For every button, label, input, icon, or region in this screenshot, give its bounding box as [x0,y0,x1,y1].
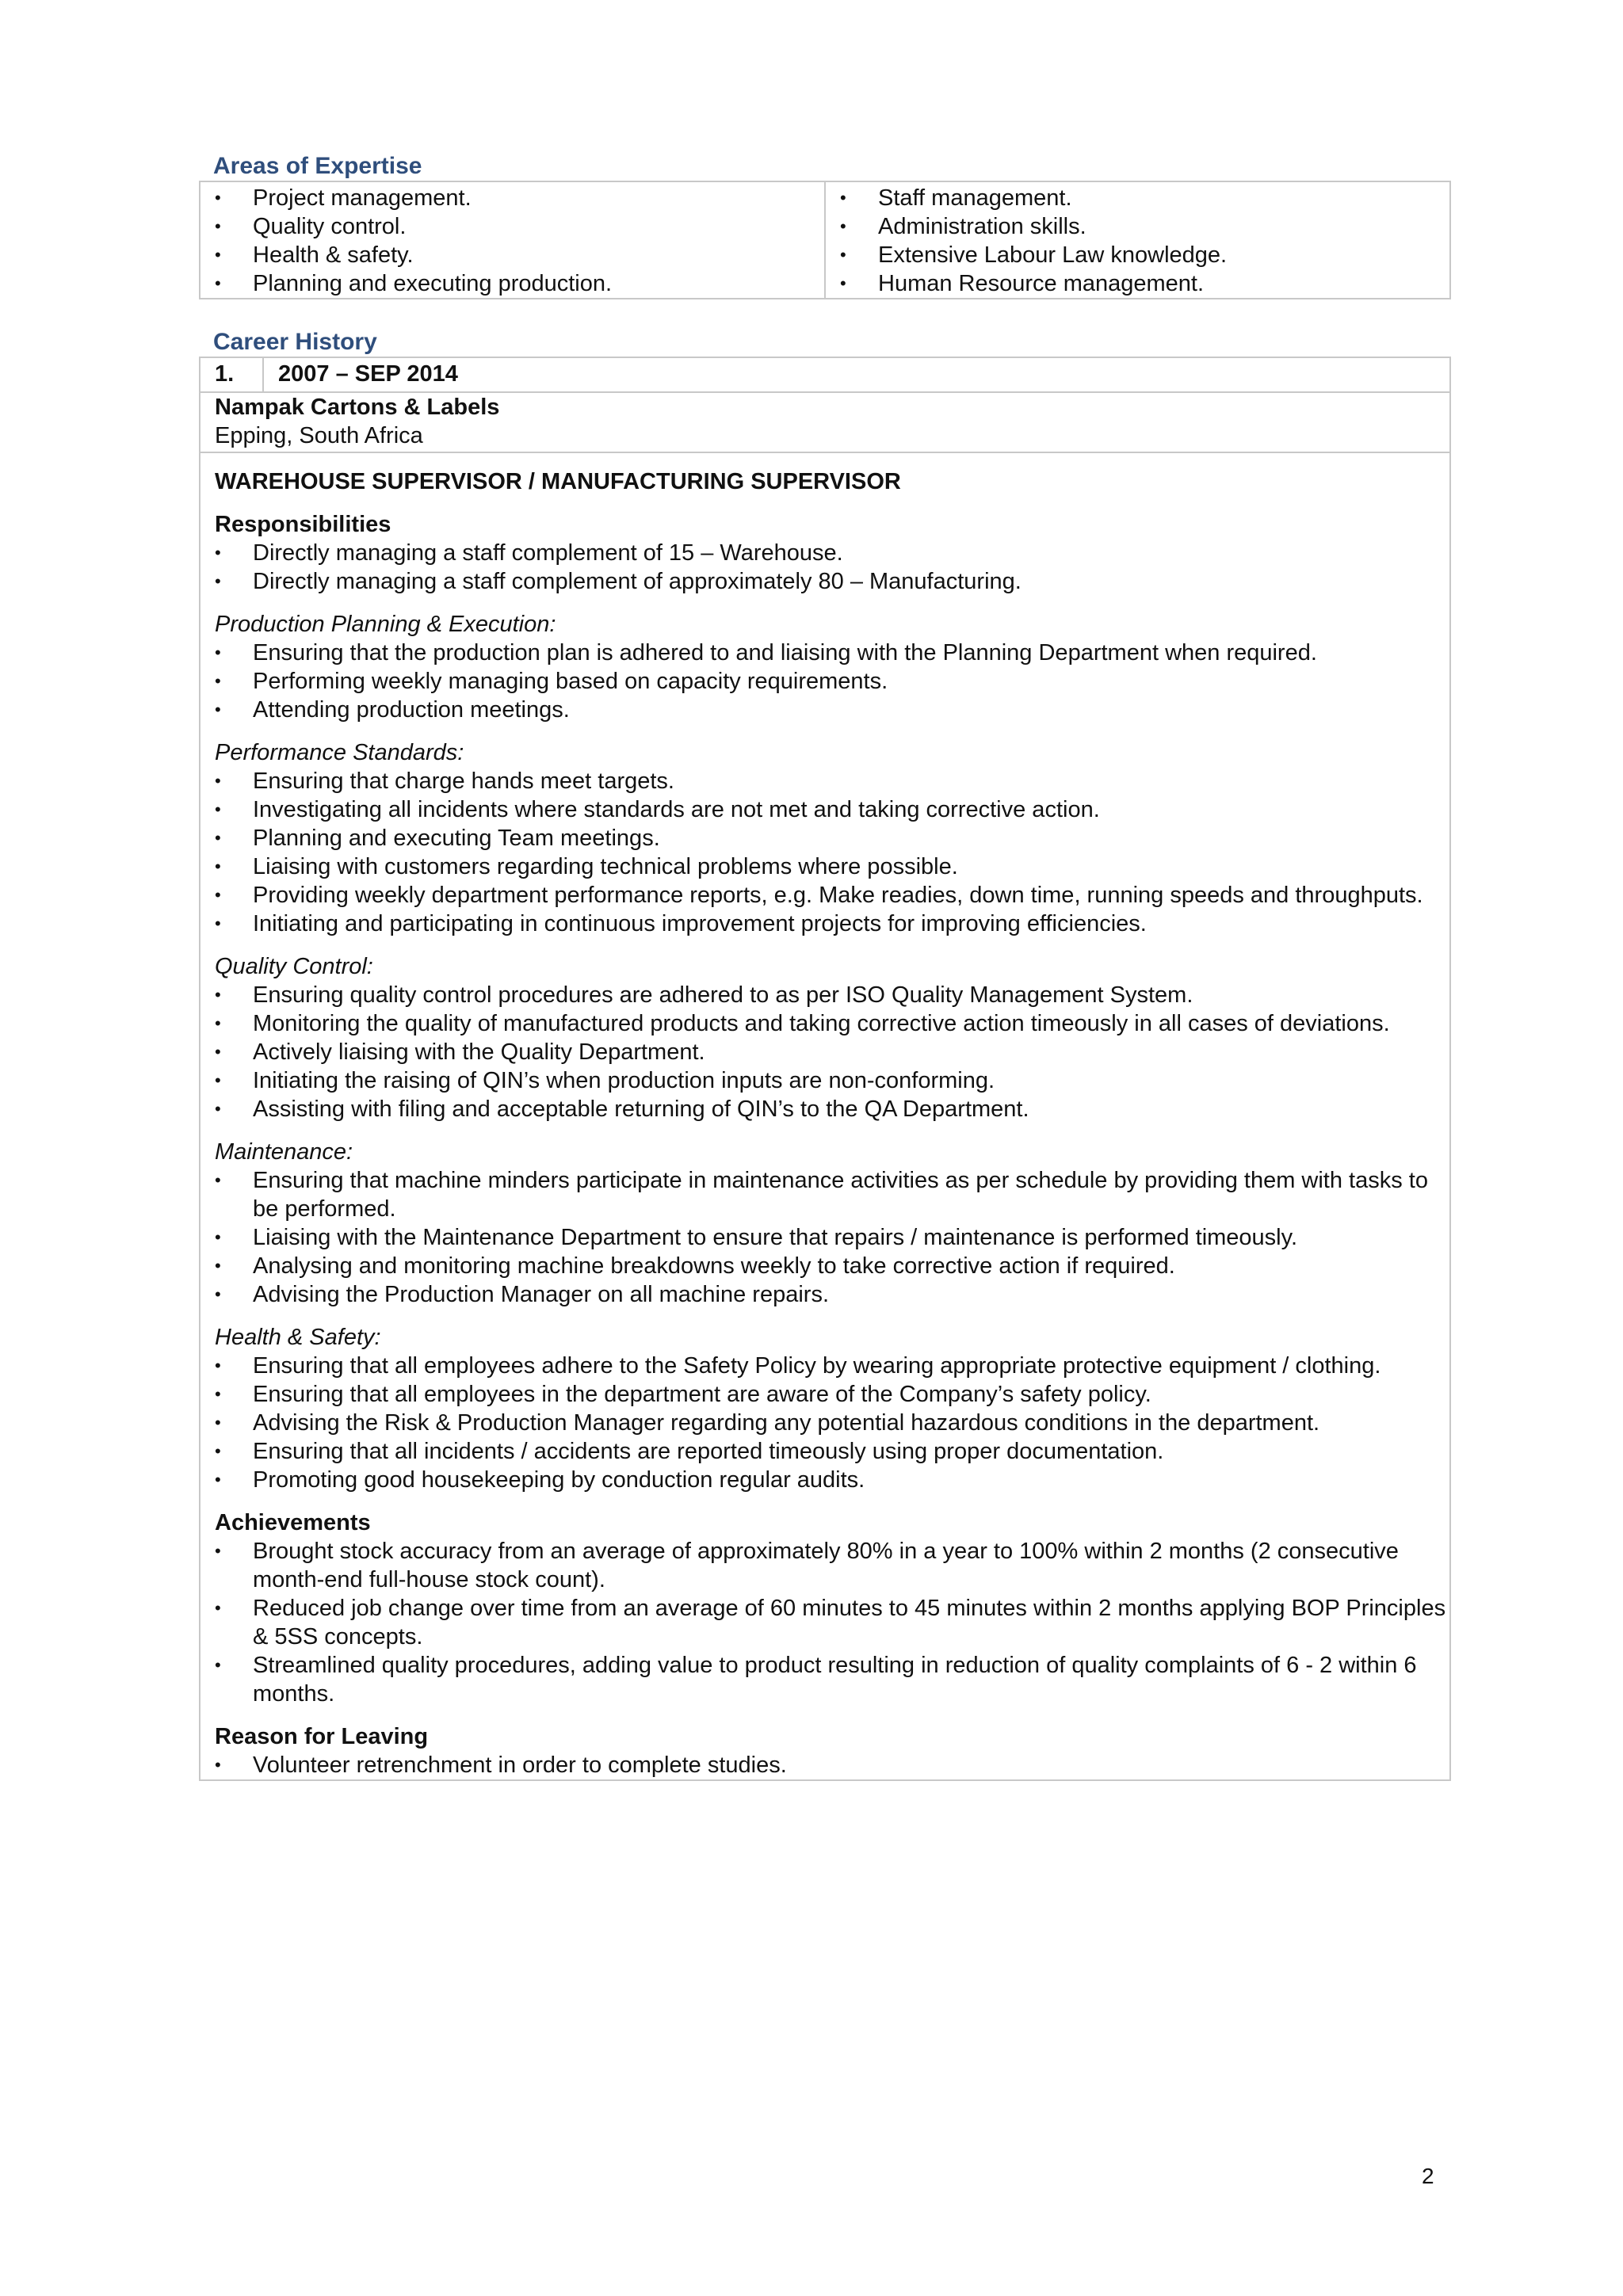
areas-of-expertise-heading: Areas of Expertise [213,153,422,179]
reason-for-leaving-list [200,1751,1449,1779]
list-item: • Ensuring that all employees in the department are aware of the Company’s safety policy. [200,1380,1449,1409]
list-item: • Brought stock accuracy from an average of approximately 80% in a year to 100% within 2 months (2 consecutive month-end full-house stock count). [200,1537,1449,1594]
achievements-list [200,1537,1449,1708]
list-item: • Ensuring that charge hands meet targets. [200,767,1449,795]
expertise-list-left [200,184,824,298]
list-item: • Advising the Production Manager on all machine repairs. [200,1280,1449,1309]
list-item: • Ensuring that the production plan is adhered to and liaising with the Planning Department when required. [200,639,1449,667]
list-item: • Planning and executing production. [200,269,824,298]
list-item: • Promoting good housekeeping by conduction regular audits. [200,1466,1449,1494]
list-item: • Assisting with filing and acceptable returning of QIN’s to the QA Department. [200,1095,1449,1123]
list-item: • Ensuring quality control procedures are adhered to as per ISO Quality Management System. [200,981,1449,1009]
areas-of-expertise-table [199,181,1451,299]
list-item: • Providing weekly department performance reports, e.g. Make readies, down time, running speeds and throughputs. [200,881,1449,910]
health-safety-group [200,1323,1449,1494]
company-block [200,393,1449,453]
list-item: • Project management. [200,184,824,212]
responsibilities-list [200,539,1449,596]
list-item: • Streamlined quality procedures, adding value to product resulting in reduction of quality complaints of 6 - 2 within 6 months. [200,1651,1449,1708]
achievements-group [200,1508,1449,1708]
maintenance-heading: Maintenance: [215,1139,353,1165]
list-item: • Ensuring that all incidents / accidents are reported timeously using proper documentation. [200,1437,1449,1466]
performance-heading: Performance Standards: [215,740,464,765]
list-item: • Extensive Labour Law knowledge. [826,241,1449,269]
list-item: • Health & safety. [200,241,824,269]
quality-group [200,952,1449,1123]
career-entry-dates: 2007 – SEP 2014 [278,361,458,387]
list-item: • Ensuring that all employees adhere to the Safety Policy by wearing appropriate protective equipment / clothing. [200,1352,1449,1380]
maintenance-list [200,1166,1449,1309]
list-item: • Planning and executing Team meetings. [200,824,1449,852]
career-entry-table [199,357,1451,1781]
list-item: • Directly managing a staff complement of 15 – Warehouse. [200,539,1449,567]
list-item: • Performing weekly managing based on capacity requirements. [200,667,1449,696]
achievements-heading: Achievements [215,1510,371,1535]
list-item: • Volunteer retrenchment in order to complete studies. [200,1751,1449,1779]
responsibilities-group [200,510,1449,596]
list-item: • Advising the Risk & Production Manager regarding any potential hazardous conditions in the department. [200,1409,1449,1437]
list-item: • Attending production meetings. [200,696,1449,724]
production-heading: Production Planning & Execution: [215,612,556,637]
list-item: • Initiating the raising of QIN’s when production inputs are non-conforming. [200,1066,1449,1095]
list-item: • Directly managing a staff complement of approximately 80 – Manufacturing. [200,567,1449,596]
career-history-heading: Career History [213,329,377,355]
list-item: • Administration skills. [826,212,1449,241]
expertise-list-right [826,184,1449,298]
career-entry-number: 1. [200,358,264,391]
list-item: • Reduced job change over time from an average of 60 minutes to 45 minutes within 2 months applying BOP Principles & 5SS concepts. [200,1594,1449,1651]
company-location: Epping, South Africa [215,423,423,448]
list-item: • Initiating and participating in continuous improvement projects for improving efficiencies. [200,910,1449,938]
responsibilities-heading: Responsibilities [215,512,391,537]
list-item: • Actively liaising with the Quality Department. [200,1038,1449,1066]
list-item: • Liaising with customers regarding technical problems where possible. [200,852,1449,881]
health-safety-list [200,1352,1449,1494]
resume-content [199,152,1451,1781]
quality-heading: Quality Control: [215,954,373,979]
reason-for-leaving-group [200,1722,1449,1779]
role-title: WAREHOUSE SUPERVISOR / MANUFACTURING SUPERVISOR [215,469,901,494]
page-number: 2 [1422,2164,1434,2188]
list-item: • Analysing and monitoring machine breakdowns weekly to take corrective action if required. [200,1252,1449,1280]
expertise-column-right [824,182,1449,298]
role-block [200,453,1449,1779]
expertise-column-left [200,182,824,298]
performance-group [200,738,1449,938]
list-item: • Liaising with the Maintenance Department to ensure that repairs / maintenance is performed timeously. [200,1223,1449,1252]
company-name: Nampak Cartons & Labels [215,395,500,420]
list-item: • Human Resource management. [826,269,1449,298]
list-item: • Monitoring the quality of manufactured products and taking corrective action timeously in all cases of deviations. [200,1009,1449,1038]
quality-list [200,981,1449,1123]
list-item: • Staff management. [826,184,1449,212]
list-item: • Ensuring that machine minders participate in maintenance activities as per schedule by providing them with tasks to be performed. [200,1166,1449,1223]
list-item: • Investigating all incidents where standards are not met and taking corrective action. [200,795,1449,824]
reason-for-leaving-heading: Reason for Leaving [215,1724,429,1749]
production-group [200,610,1449,724]
list-item: • Quality control. [200,212,824,241]
maintenance-group [200,1138,1449,1309]
performance-list [200,767,1449,938]
health-safety-heading: Health & Safety: [215,1325,381,1350]
production-list [200,639,1449,724]
career-entry-header [200,358,1449,393]
